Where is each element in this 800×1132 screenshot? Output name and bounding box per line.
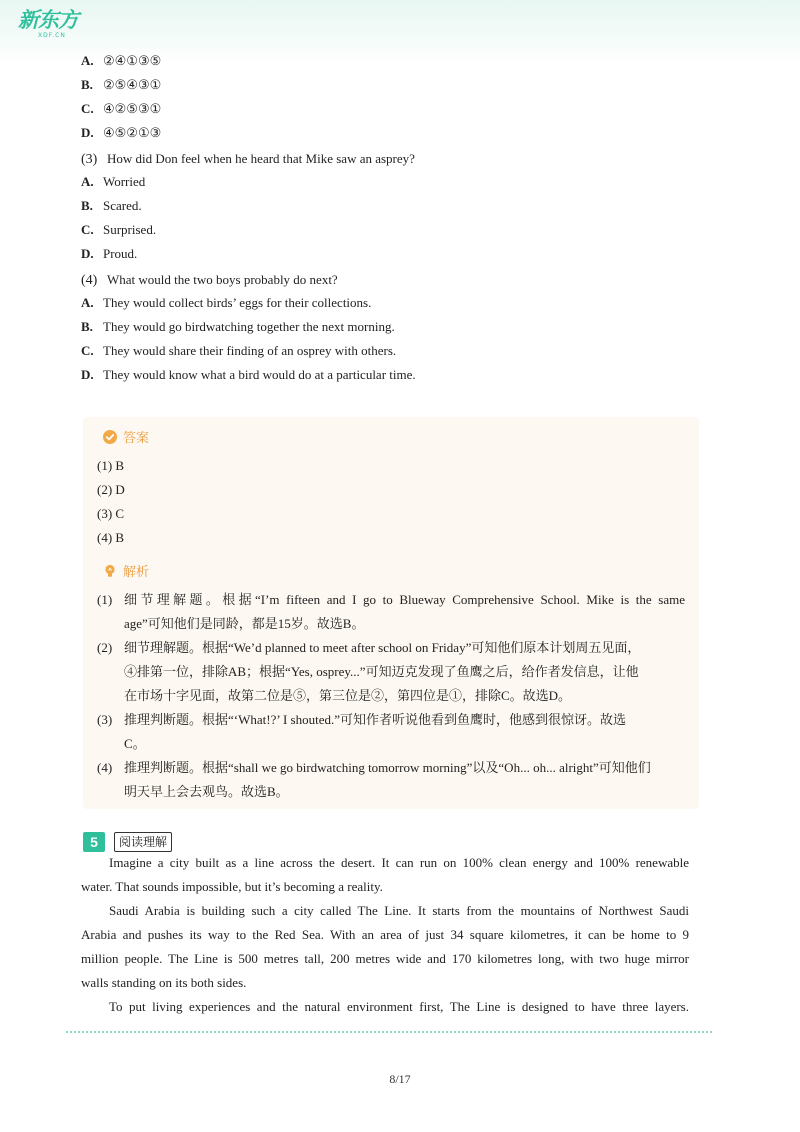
answer-4: (4) B: [97, 530, 125, 545]
explanation-4: (4) 推理判断题。根据“shall we go birdwatching tomorrow morning”以及“Oh... oh... alright”可知他们 明天早上会去观鸟。故选B。: [97, 760, 651, 799]
q2-option-b: B. ②⑤④③①: [81, 77, 162, 92]
dotted-divider: [66, 1031, 712, 1033]
explanation-1: (1) 细节理解题。根据“I’m fifteen and I go to Blueway Comprehensive School. Mike is the same age”可知他们是同龄，都是15岁。故选B。: [97, 592, 685, 631]
q3-option-d: D. Proud.: [81, 246, 138, 261]
logo-text: 新东方: [18, 8, 78, 32]
analysis-heading: 解析: [103, 564, 149, 580]
paragraph-2: Saudi Arabia is building such a city called The Line. It starts from the mountains of Northwest Saudi Arabia and pushes its way to the Red Sea. With an area of just 34 square kilometres, it can be home to 9 million people. The Line is 500 metres tall, 200 metres wide and 170 kilometres long, with two huge mirror walls standing on its both sides.: [81, 903, 689, 990]
explanation-3: (3) 推理判断题。根据“‘What!?’ I shouted.”可知作者听说他看到鱼鹰时，他感到很惊讶。故选 C。: [97, 712, 627, 751]
check-badge-icon: [103, 430, 117, 444]
q4-option-a: A. They would collect birds’ eggs for their collections.: [81, 295, 372, 310]
lightbulb-icon: [103, 564, 117, 578]
q2-option-a: A. ②④①③⑤: [81, 53, 162, 68]
answer-box: [83, 417, 699, 809]
q3-option-b: B. Scared.: [81, 198, 142, 213]
section-label: 阅读理解: [114, 832, 172, 852]
q4-question: (4) What would the two boys probably do next?: [81, 272, 338, 288]
q4-option-c: C. They would share their finding of an osprey with others.: [81, 343, 397, 358]
answer-heading: 答案: [103, 430, 149, 446]
q2-option-c: C. ④②⑤③①: [81, 101, 162, 116]
explanation-2: (2) 细节理解题。根据“We’d planned to meet after school on Friday”可知他们原本计划周五见面， ④排第一位，排除AB；根据“Yes, osprey...”可知迈克发现了鱼鹰之后，给作者发信息，让他 在市场十字见面，故第二位是⑤，第三位是②，第四位是①，排除C。故选D。: [97, 640, 641, 703]
page-number: 8/17: [389, 1072, 411, 1086]
q4-option-d: D. They would know what a bird would do at a particular time.: [81, 367, 416, 382]
section-number-badge: 5: [83, 832, 105, 852]
answer-2: (2) D: [97, 482, 125, 497]
answer-1: (1) B: [97, 458, 125, 473]
q4-option-b: B. They would go birdwatching together the next morning.: [81, 319, 395, 334]
logo-subtext: XDF.CN: [38, 32, 66, 39]
answer-3: (3) C: [97, 506, 125, 521]
xdf-logo: [18, 8, 88, 42]
q3-option-a: A. Worried: [81, 174, 146, 189]
paragraph-1: Imagine a city built as a line across the desert. It can run on 100% clean energy and 100% renewable water. That sounds impossible, but it’s becoming a reality.: [81, 855, 689, 894]
paragraph-3: To put living experiences and the natural environment first, The Line is designed to have three layers.: [109, 999, 689, 1014]
q3-question: (3) How did Don feel when he heard that Mike saw an asprey?: [81, 151, 415, 167]
q2-option-d: D. ④⑤②①③: [81, 125, 162, 140]
q3-option-c: C. Surprised.: [81, 222, 157, 237]
